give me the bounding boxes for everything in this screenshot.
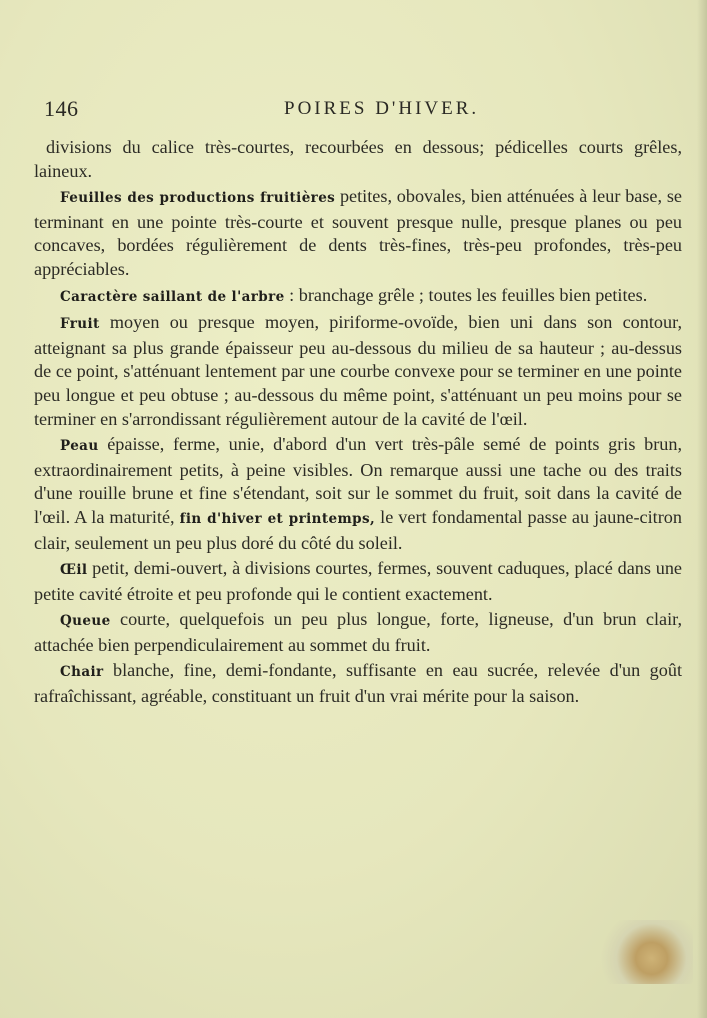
paragraph-caractere — [34, 284, 682, 310]
paragraph-text: petit, demi-ouvert, à divisions courtes, fermes, souvent caduques, placé dans une petite cavité étroite et peu profonde qui le contient exactement. — [34, 558, 682, 604]
running-head — [44, 96, 674, 126]
paragraph-lead: Queue — [60, 613, 111, 630]
paragraph-text: petites, obovales, bien atténuées à leur base, se terminant en une pointe très-courte et souvent presque nulle, presque planes ou peu concaves, bordées régulièrement de dents très-fines, très-peu profondes, très-peu appréciables. — [34, 186, 682, 279]
paragraph-lead: Feuilles des productions fruitières — [60, 190, 336, 207]
paragraph-queue — [34, 608, 682, 657]
paragraph-fruit — [34, 311, 682, 431]
paragraph-inline-emphasis: fin d'hiver et printemps, — [179, 510, 376, 527]
page-number: 146 — [44, 96, 79, 121]
paragraph-lead: Chair — [60, 664, 104, 681]
paragraph-calice — [34, 136, 682, 183]
paragraph-text: blanche, fine, demi-fondante, suffisante en eau sucrée, relevée d'un goût rafraîchissant, agréable, constituant un fruit d'un vrai mérite pour la saison. — [34, 660, 682, 707]
paragraph-text: courte, quelquefois un peu plus longue, forte, ligneuse, d'un brun clair, attachée bien perpendiculairement au sommet du fruit. — [34, 609, 682, 655]
paragraph-lead: Fruit — [60, 316, 100, 333]
paragraph-lead: Caractère saillant de l'arbre — [60, 288, 285, 305]
paragraph-text: divisions du calice très-courtes, recourbées en dessous; pédicelles courts grêles, laineux. — [34, 137, 682, 181]
paragraph-oeil — [34, 557, 682, 606]
page-edge-shadow — [697, 0, 707, 1018]
paragraph-text: épaisse, ferme, unie, d'abord d'un vert très-pâle semé de points gris brun, extraordinairement petits, à peine visibles. On remarque aussi une tache ou des traits d'une rouille brune et fine s'étendant, soit sur le sommet du fruit, soit dans la cavité de l'œil. A la maturité, — [34, 434, 682, 527]
page-body — [34, 136, 682, 711]
paragraph-text: moyen ou presque moyen, piriforme-ovoïde, bien uni dans son contour, atteignant sa plus grande épaisseur peu au-dessous du milieu de sa hauteur ; au-dessus de ce point, s'atténuant lentement par une courbe convexe pour se terminer en une pointe peu longue et peu obtuse ; au-dessous du même point, s'atténuant un peu moins pour se terminer en s'arrondissant régulièrement autour de la cavité de l'œil. — [34, 312, 682, 429]
pear-thumbnail-image — [601, 920, 693, 984]
paragraph-text: : branchage grêle ; toutes les feuilles bien petites. — [284, 284, 648, 305]
paragraph-chair — [34, 659, 682, 708]
paragraph-lead: Peau — [60, 438, 99, 455]
paragraph-text-continued: le vert fondamental passe au jaune-citron clair, seulement un peu plus doré du côté du soleil. — [34, 506, 682, 553]
paragraph-feuilles — [34, 185, 682, 281]
running-title: POIRES D'HIVER. — [284, 98, 480, 119]
paragraph-lead: Œil — [60, 562, 88, 579]
paragraph-peau — [34, 433, 682, 555]
